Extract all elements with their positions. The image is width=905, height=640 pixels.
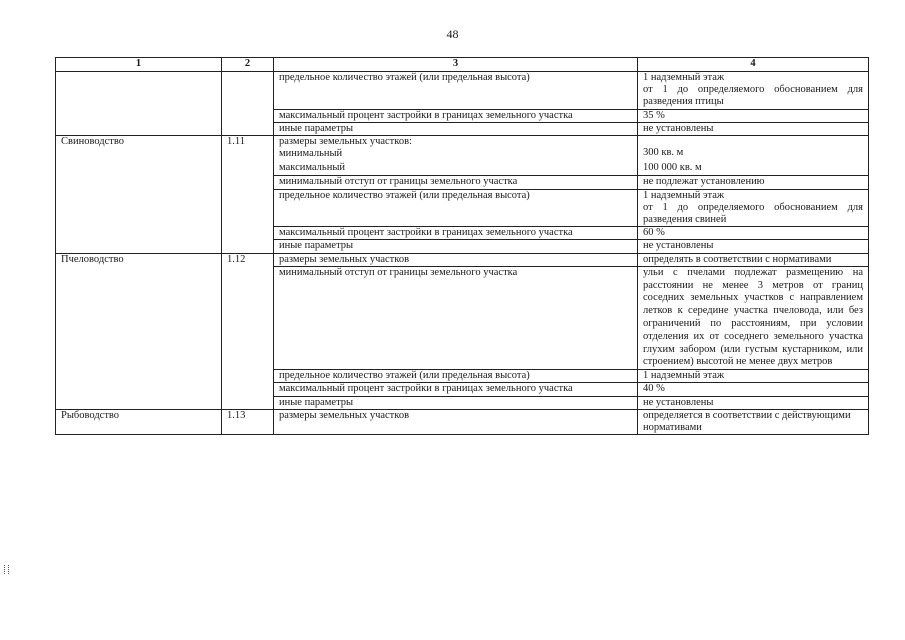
value-cell: 35 % bbox=[638, 109, 869, 122]
column-header: 3 bbox=[274, 58, 638, 72]
parameter-cell: иные параметры bbox=[274, 122, 638, 135]
value-cell: ульи с пчелами подлежат размещению на расстоянии не менее 3 метров от границ соседних земельных участков с направлением летков к середине участка пчеловода, или без ограничений по расстояниям, при условии отделения их от соседнего земельного участка глухим забором (или густым кустарником, или строением) высотой не менее двух метров bbox=[638, 266, 869, 369]
parameter-cell: максимальный процент застройки в границах земельного участка bbox=[274, 383, 638, 396]
table-row bbox=[56, 72, 869, 110]
value-line: 300 кв. м bbox=[643, 147, 684, 159]
parameter-cell bbox=[274, 136, 638, 176]
parameter-cell: размеры земельных участков bbox=[274, 253, 638, 266]
value-cell: 60 % bbox=[638, 227, 869, 240]
value-cell: не установлены bbox=[638, 396, 869, 409]
column-header: 4 bbox=[638, 58, 869, 72]
value-cell: не установлены bbox=[638, 122, 869, 135]
value-cell bbox=[638, 189, 869, 227]
activity-code-cell: 1.12 bbox=[222, 253, 274, 409]
column-header: 2 bbox=[222, 58, 274, 72]
page-number: 48 bbox=[446, 27, 459, 41]
activity-name-cell: Пчеловодство bbox=[56, 253, 222, 409]
scan-edge-mark bbox=[4, 565, 9, 574]
regulations-table bbox=[55, 57, 869, 435]
table-row bbox=[56, 253, 869, 266]
parameter-cell: иные параметры bbox=[274, 240, 638, 253]
activity-name-cell: Свиноводство bbox=[56, 136, 222, 254]
table-row bbox=[56, 136, 869, 176]
parameter-line: размеры земельных участков: bbox=[279, 136, 412, 148]
parameter-cell: предельное количество этажей (или предельная высота) bbox=[274, 370, 638, 383]
activity-code-cell bbox=[222, 72, 274, 136]
value-line: от 1 до определяемого обоснованием для разведения птицы bbox=[643, 84, 863, 108]
value-cell: не подлежат установлению bbox=[638, 176, 869, 189]
value-cell: 40 % bbox=[638, 383, 869, 396]
activity-name-cell: Рыбоводство bbox=[56, 409, 222, 434]
activity-code-cell: 1.13 bbox=[222, 409, 274, 434]
column-header: 1 bbox=[56, 58, 222, 72]
parameter-line: максимальный bbox=[279, 162, 345, 174]
parameter-cell: минимальный отступ от границы земельного участка bbox=[274, 266, 638, 369]
parameter-cell: размеры земельных участков bbox=[274, 409, 638, 434]
parameter-line: минимальный bbox=[279, 148, 343, 160]
table-header-row bbox=[56, 58, 869, 72]
activity-code-cell: 1.11 bbox=[222, 136, 274, 254]
value-cell: определяется в соответствии с действующими нормативами bbox=[638, 409, 869, 434]
parameter-cell: предельное количество этажей (или предельная высота) bbox=[274, 189, 638, 227]
parameter-cell: максимальный процент застройки в границах земельного участка bbox=[274, 109, 638, 122]
value-cell: определять в соответствии с нормативами bbox=[638, 253, 869, 266]
value-line: 100 000 кв. м bbox=[643, 162, 702, 174]
value-cell: не установлены bbox=[638, 240, 869, 253]
parameter-cell: максимальный процент застройки в границах земельного участка bbox=[274, 227, 638, 240]
value-cell: 1 надземный этаж bbox=[638, 370, 869, 383]
parameter-cell: минимальный отступ от границы земельного участка bbox=[274, 176, 638, 189]
value-cell bbox=[638, 136, 869, 176]
value-cell bbox=[638, 72, 869, 110]
value-line: 1 надземный этаж bbox=[643, 72, 725, 83]
activity-name-cell bbox=[56, 72, 222, 136]
parameter-cell: предельное количество этажей (или предельная высота) bbox=[274, 72, 638, 110]
value-line: от 1 до определяемого обоснованием для разведения свиней bbox=[643, 201, 863, 226]
table-row bbox=[56, 409, 869, 434]
value-line: 1 надземный этаж bbox=[643, 189, 725, 201]
parameter-cell: иные параметры bbox=[274, 396, 638, 409]
